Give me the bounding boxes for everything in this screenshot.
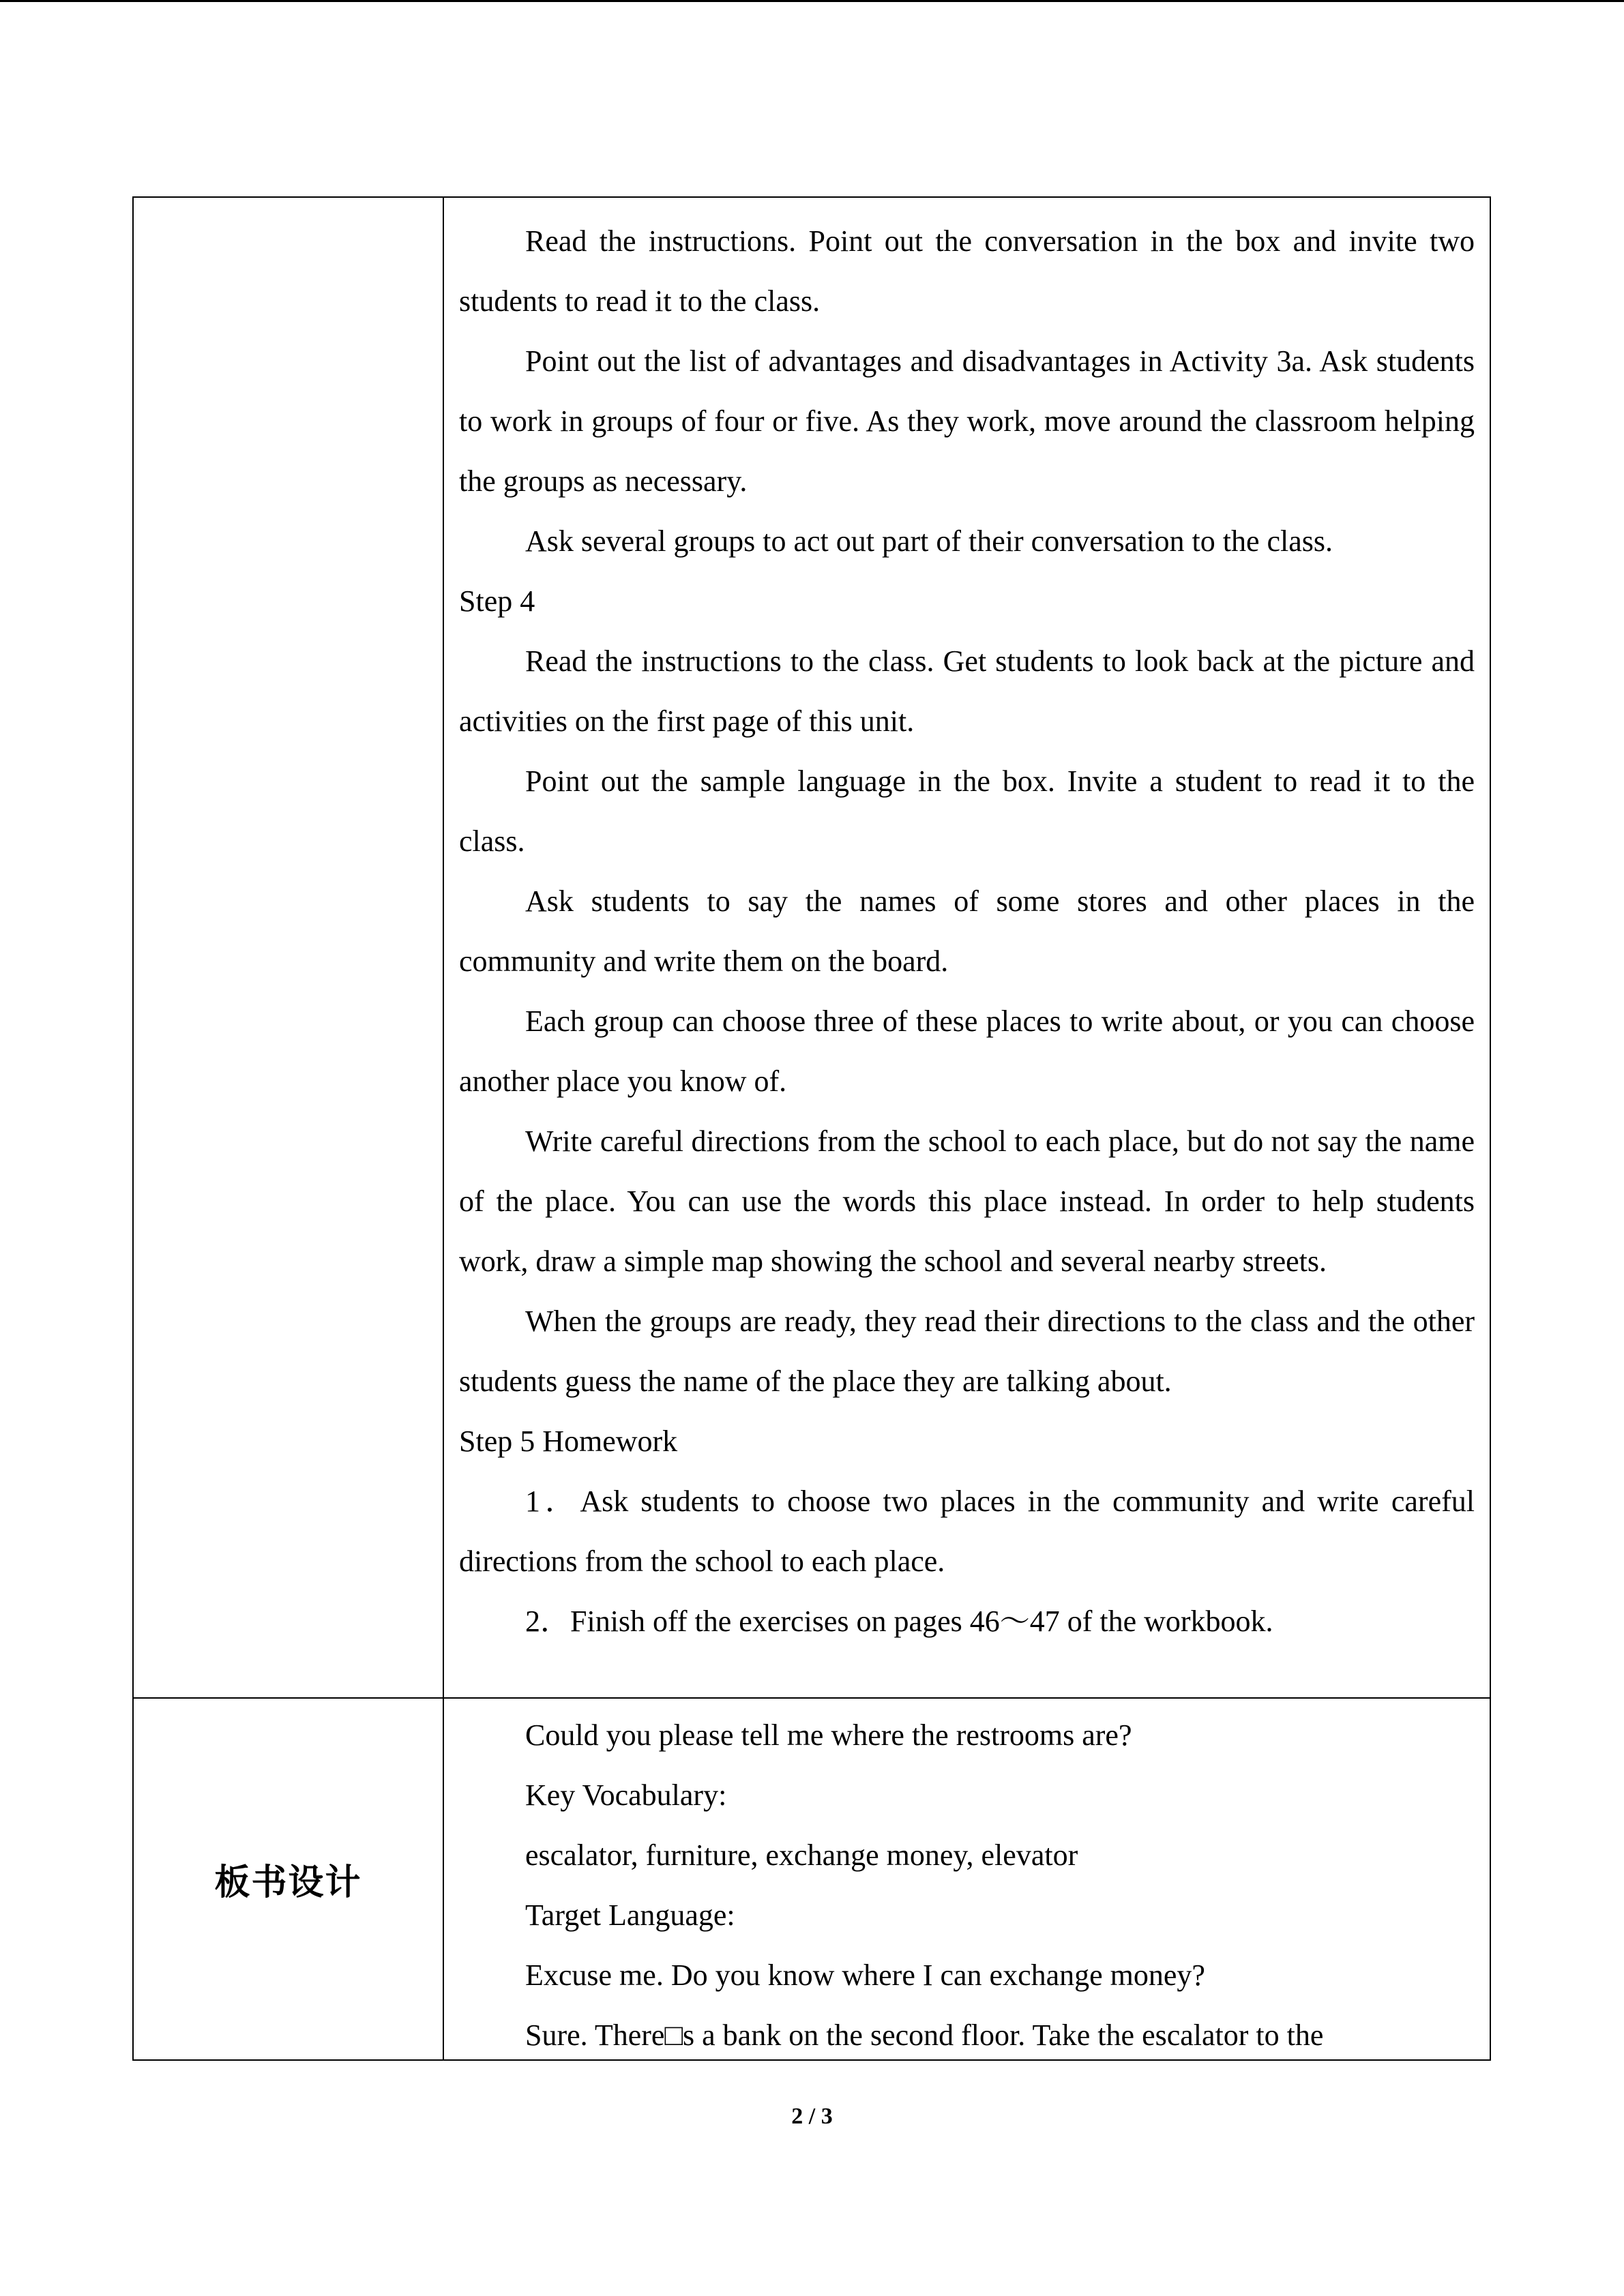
step-heading: Step 4: [459, 584, 535, 618]
board-design-label: 板书设计: [214, 1862, 362, 1903]
paragraph: Read the instructions to the class. Get students to look back at the picture and activities on the first page of this unit.: [459, 644, 1475, 738]
page-number: 2 / 3: [791, 2104, 833, 2129]
paragraph: Point out the list of advantages and disadvantages in Activity 3a. Ask students to work in groups of four or five. As they work, move around the classroom helping the groups as necessary.: [459, 344, 1475, 498]
step-heading: Step 5 Homework: [459, 1425, 678, 1458]
board-line: Sure. There□s a bank on the second floor. Take the escalator to the: [525, 2018, 1324, 2052]
paragraph: Write careful directions from the school to each place, but do not say the name of the place. You can use the words this place instead. In order to help students work, draw a simple map showing the school and several nearby streets.: [459, 1124, 1475, 1278]
paragraph: When the groups are ready, they read their directions to the class and the other students guess the name of the place they are talking about.: [459, 1304, 1475, 1398]
top-border-line: [0, 0, 1624, 2]
board-design-content: [444, 1699, 1490, 2054]
paragraph: Read the instructions. Point out the conversation in the box and invite two students to read it to the class.: [459, 224, 1475, 318]
paragraph: Ask several groups to act out part of their conversation to the class.: [525, 524, 1333, 558]
paragraph: Point out the sample language in the box. Invite a student to read it to the class.: [459, 764, 1475, 858]
paragraph: Ask students to say the names of some stores and other places in the community and write them on the board.: [459, 884, 1475, 978]
board-design-row: [133, 1698, 1490, 2060]
board-line: Key Vocabulary:: [525, 1778, 727, 1812]
board-line: escalator, furniture, exchange money, elevator: [525, 1838, 1078, 1872]
empty-label-cell: [133, 197, 443, 1698]
board-line: Target Language:: [525, 1898, 735, 1932]
teaching-steps-row: [133, 197, 1490, 1698]
board-line: Excuse me. Do you know where I can exchange money?: [525, 1958, 1205, 1992]
teaching-steps-content: [444, 198, 1490, 1652]
board-design-label-cell: [133, 1698, 443, 2060]
homework-item: 2．Finish off the exercises on pages 46～47 of the workbook.: [525, 1605, 1273, 1638]
board-line: Could you please tell me where the restrooms are?: [525, 1718, 1132, 1752]
lesson-plan-table: [132, 196, 1491, 2061]
homework-item: 1．Ask students to choose two places in the community and write careful directions from the school to each place.: [459, 1485, 1475, 1578]
teaching-steps-cell: [443, 197, 1490, 1698]
board-design-cell: [443, 1698, 1490, 2060]
paragraph: Each group can choose three of these places to write about, or you can choose another place you know of.: [459, 1004, 1475, 1098]
